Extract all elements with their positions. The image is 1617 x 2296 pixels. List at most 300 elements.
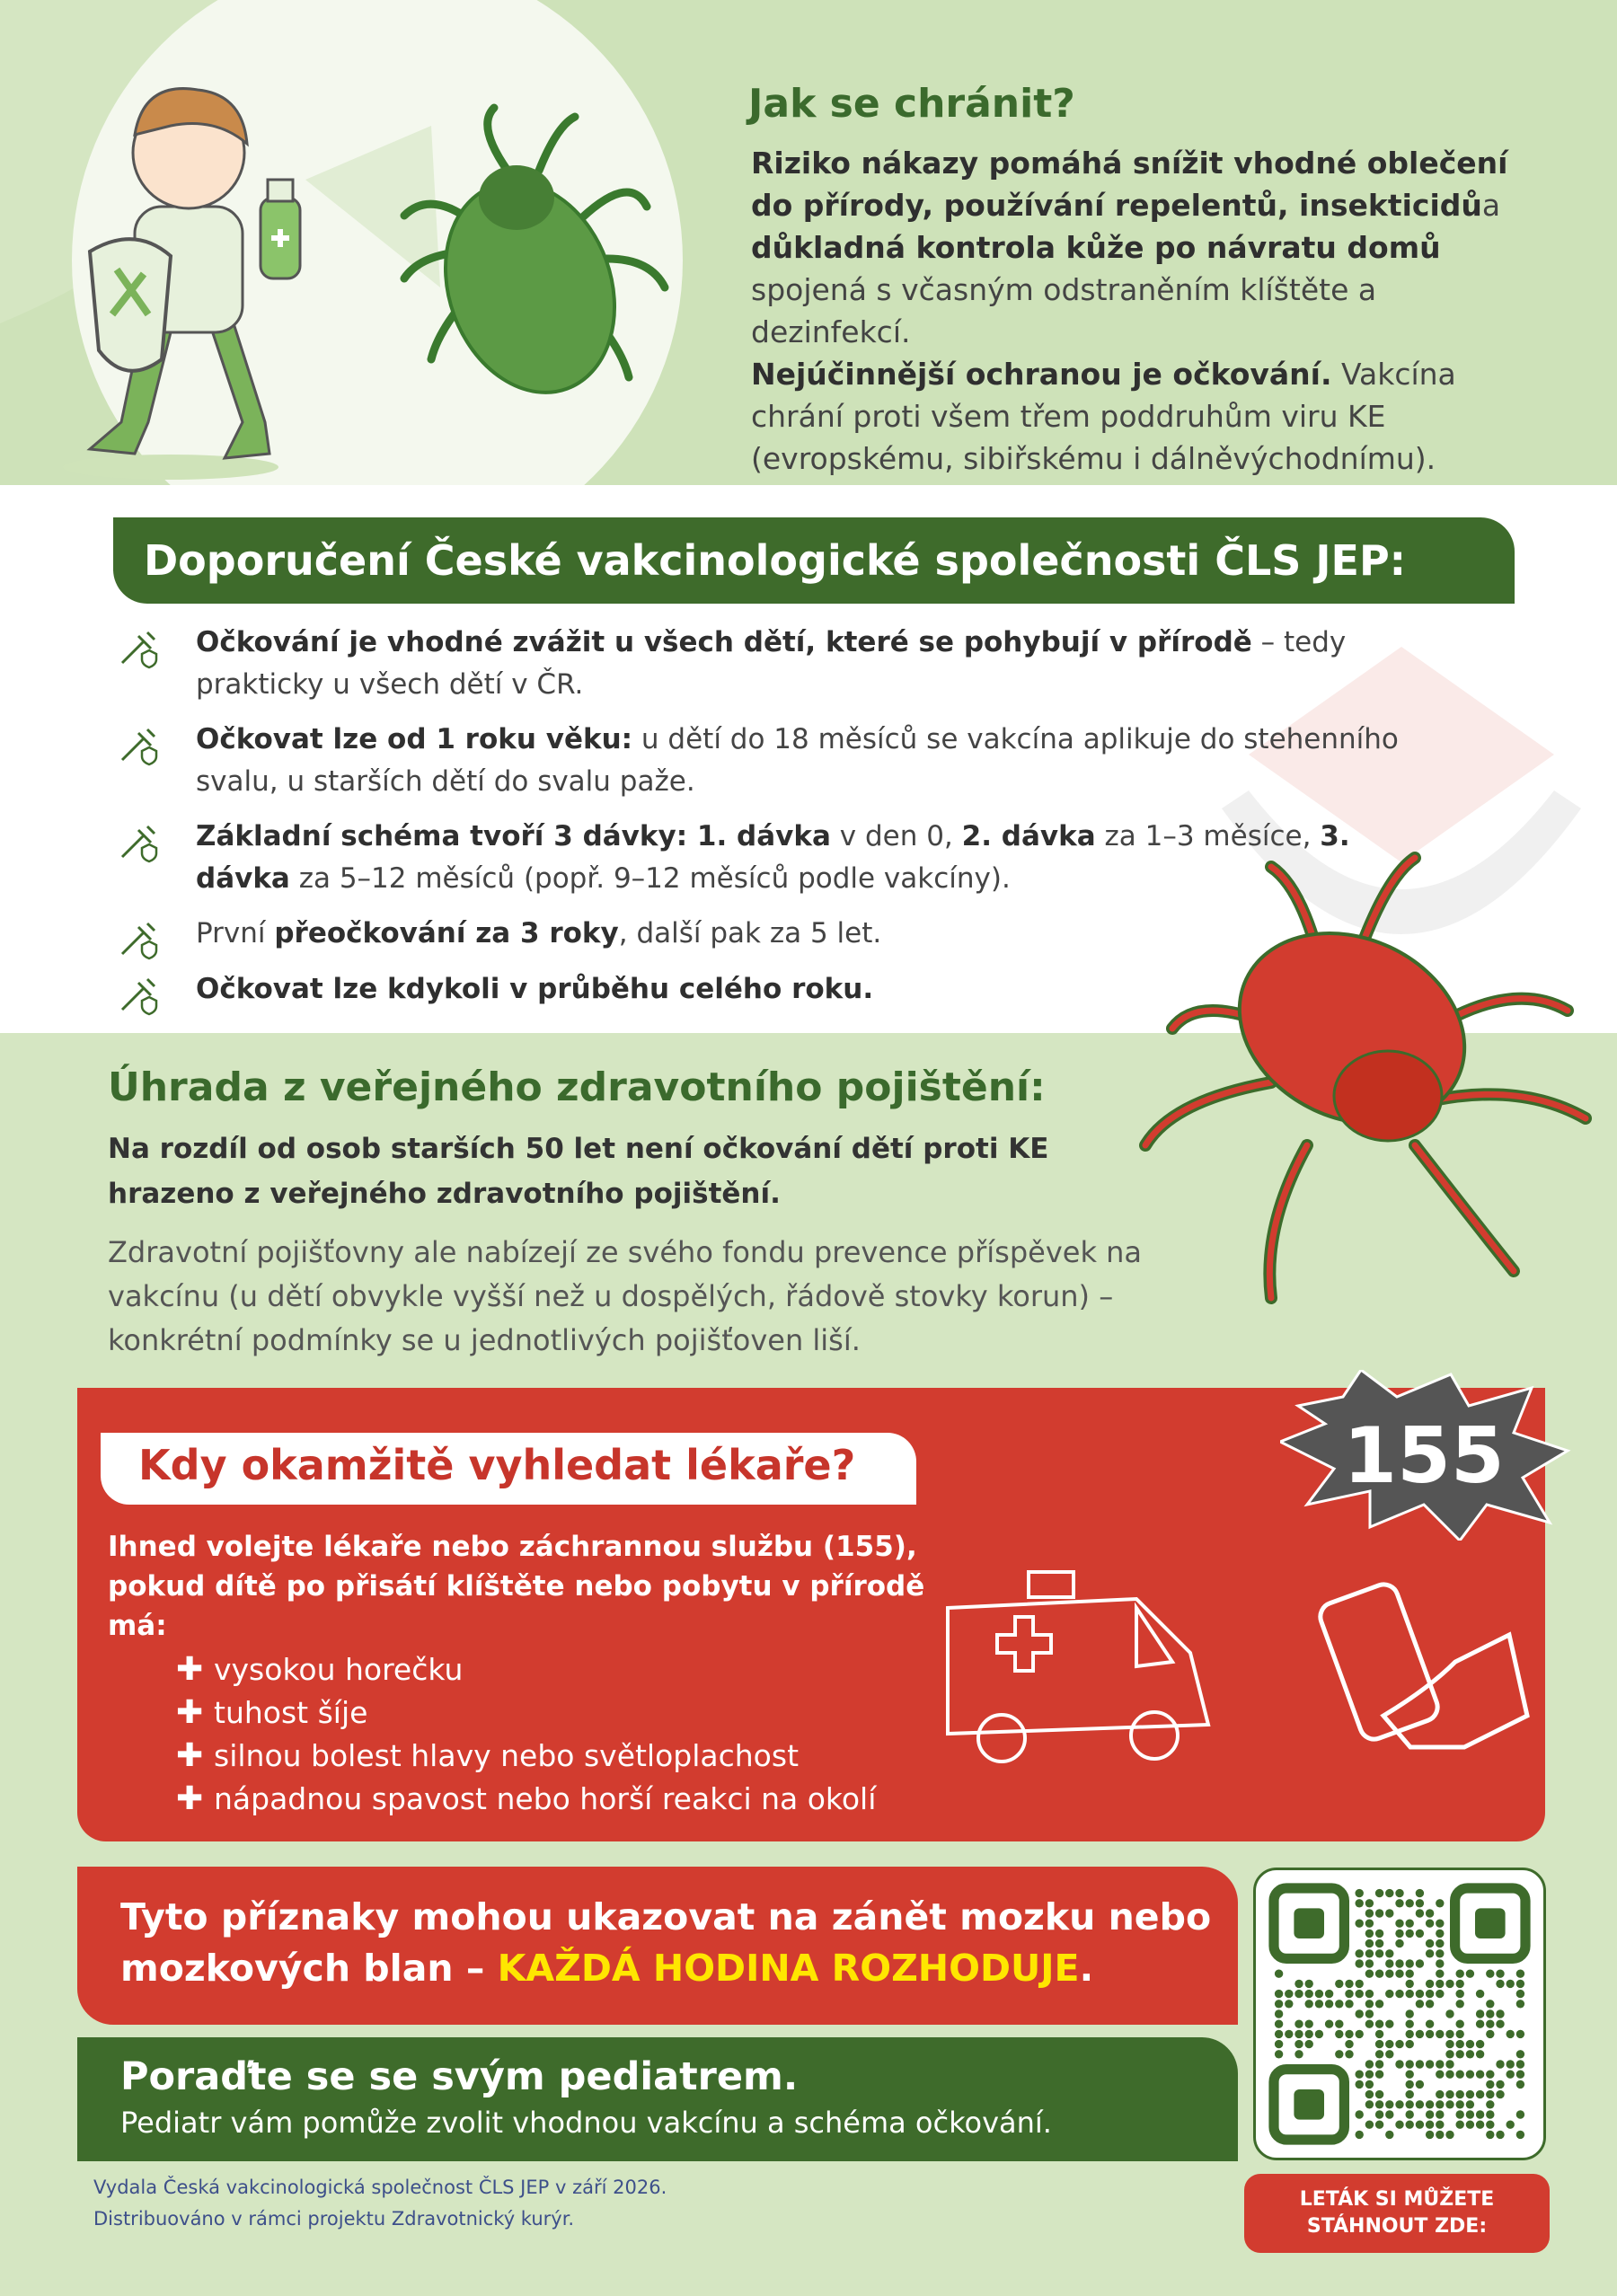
qr-module [1365,1939,1374,1947]
protect-bold-3: Nejúčinnější ochranou je očkování. [751,357,1332,392]
qr-module [1385,2100,1393,2108]
qr-module [1355,1899,1363,1907]
qr-module [1426,2110,1434,2118]
qr-module [1416,1959,1424,1967]
qr-module [1294,1980,1303,1988]
qr-module [1445,2030,1454,2038]
green-tick-icon [305,72,728,431]
qr-module [1486,2120,1494,2128]
qr-module [1365,1909,1374,1917]
qr-module [1455,2120,1463,2128]
qr-module [1275,2050,1283,2058]
qr-module [1416,1899,1424,1907]
qr-module [1304,1980,1312,1988]
qr-module [1486,2131,1494,2139]
qr-module [1375,1909,1383,1917]
qr-module [1355,2070,1363,2078]
qr-finder-center [1294,2089,1324,2120]
qr-module [1294,2050,1303,2058]
payment-bold-text: Na rozdíl od osob starších 50 let není očkování dětí proti KE hrazeno z veřejného zdravotního pojištění. [108,1133,1049,1210]
qr-module [1365,1899,1374,1907]
qr-module [1436,1959,1444,1967]
qr-module [1416,2000,1424,2008]
qr-module [1385,2019,1393,2027]
qr-module [1486,1969,1494,1977]
qr-module [1416,1909,1424,1917]
qr-module [1355,2131,1363,2139]
protect-rest-2: Vakcína chrání proti všem třem poddruhům viru KE (evropskému, sibiřskému i dálněvýchodnímu). [751,357,1456,476]
qr-module [1496,2019,1504,2027]
qr-module [1285,1990,1293,1998]
qr-module [1436,2110,1444,2118]
pediatrician-title: Poraďte se se svým pediatrem. [120,2054,799,2099]
qr-module [1445,2100,1454,2108]
qr-module [1426,1909,1434,1917]
qr-module [1345,2050,1353,2058]
qr-module [1395,1939,1403,1947]
qr-module [1375,2120,1383,2128]
qr-module [1486,2000,1494,2008]
qr-module [1335,2000,1343,2008]
qr-module [1375,2060,1383,2068]
qr-module [1476,2120,1484,2128]
qr-module [1516,2080,1524,2088]
qr-module [1455,1980,1463,1988]
qr-module [1466,2050,1474,2058]
qr-module [1365,1969,1374,1977]
qr-module [1275,2019,1283,2027]
qr-module [1355,2030,1363,2038]
qr-module [1455,2090,1463,2098]
qr-module [1445,1980,1454,1988]
qr-module [1426,2120,1434,2128]
payment-text: Zdravotní pojišťovny ale nabízejí ze svého fondu prevence příspěvek na vakcínu (u dětí obvykle vyšší než u dospělých, řádově stovky korun) – konkrétní podmínky se u jednotlivých pojišťoven liší. [108,1235,1143,1357]
qr-module [1445,2009,1454,2018]
qr-module [1496,1969,1504,1977]
qr-module [1365,1949,1374,1957]
qr-module [1496,2009,1504,2018]
symptom-item [176,1780,876,1817]
qr-module [1395,2040,1403,2048]
qr-module [1416,2080,1424,2088]
qr-module [1285,2030,1293,2038]
qr-module [1445,2131,1454,2139]
qr-module [1455,2040,1463,2048]
qr-module [1385,2131,1393,2139]
qr-module [1436,2030,1444,2038]
qr-module [1466,2100,1474,2108]
rec-bold: Očkovat lze od 1 roku věku: [196,723,633,755]
warning-text [120,1892,1216,1994]
symptom-item [176,1737,799,1774]
qr-module [1365,2100,1374,2108]
red-tick-icon [1118,849,1608,1316]
qr-module [1375,2030,1383,2038]
qr-module [1455,2110,1463,2118]
plus-icon: ✚ [176,1694,204,1731]
qr-module [1476,2050,1484,2058]
qr-module [1365,2070,1374,2078]
qr-module [1455,2000,1463,2008]
qr-module [1375,1949,1383,1957]
protect-bold-1: Riziko nákazy pomáhá snížit vhodné oblečení do přírody, používání repelentů, insekticidů [751,146,1508,223]
qr-download-badge [1244,2174,1550,2253]
emergency-burst-icon [1280,1370,1577,1541]
qr-module [1436,1980,1444,1988]
qr-module [1345,1980,1353,1988]
recommendations-title: Doporučení České vakcinologické společnosti ČLS JEP: [144,536,1407,585]
qr-module [1416,1990,1424,1998]
qr-module [1405,2090,1413,2098]
qr-module [1375,2070,1383,2078]
syringe-shield-icon [117,821,160,864]
qr-module [1516,2070,1524,2078]
qr-module [1395,2100,1403,2108]
plus-icon: ✚ [176,1737,204,1774]
qr-module [1375,2110,1383,2118]
qr-module [1445,2040,1454,2048]
qr-module [1445,2090,1454,2098]
qr-module [1405,2040,1413,2048]
rec-rest: – tedy prakticky u všech dětí v ČR. [196,626,1347,701]
qr-module [1516,1969,1524,1977]
qr-module [1476,2009,1484,2018]
qr-module [1486,2100,1494,2108]
ambulance-icon [921,1545,1298,1779]
qr-module [1294,2040,1303,2048]
qr-module [1375,1930,1383,1938]
qr-module [1405,1959,1413,1967]
qr-module [1365,2009,1374,2018]
rec-rest: , další pak za 5 let. [618,917,882,949]
qr-module [1436,1930,1444,1938]
qr-module [1476,2090,1484,2098]
qr-module [1426,2100,1434,2108]
symptom-text: tuhost šíje [214,1695,368,1730]
qr-module [1395,1889,1403,1897]
protect-bold-2: důkladná kontrola kůže po návratu domů [751,230,1441,265]
rec-bold: Očkování je vhodné zvážit u všech dětí, které se pohybují v přírodě [196,626,1252,658]
syringe-shield-icon [117,627,160,670]
qr-module [1426,2060,1434,2068]
qr-module [1436,2060,1444,2068]
qr-module [1385,1990,1393,1998]
syringe-shield-icon [117,974,160,1017]
warning-highlight: KAŽDÁ HODINA ROZHODUJE [497,1947,1080,1990]
phone-in-hand-icon [1303,1563,1536,1752]
qr-module [1335,2030,1343,2038]
protect-rest: spojená s včasným odstraněním klíštěte a dezinfekcí. [751,272,1377,349]
qr-module [1455,1969,1463,1977]
qr-module [1426,1949,1434,1957]
qr-module [1315,2000,1323,2008]
qr-module [1405,2070,1413,2078]
qr-module [1466,2040,1474,2048]
qr-module [1506,1980,1514,1988]
qr-module [1486,2030,1494,2038]
qr-module [1304,2019,1312,2027]
payment-title: Úhrada z veřejného zdravotního pojištění: [108,1064,1046,1110]
qr-module [1345,1990,1353,1998]
qr-module [1275,1990,1283,1998]
qr-module [1405,2080,1413,2088]
rec-bold: přeočkování za 3 roky [274,917,619,949]
qr-module [1516,2050,1524,2058]
symptom-text: nápadnou spavost nebo horší reakci na okolí [214,1781,877,1816]
qr-module [1275,2009,1283,2018]
qr-module [1516,1980,1524,1988]
qr-module [1405,2009,1413,2018]
symptom-text: silnou bolest hlavy nebo světloplachost [214,1738,800,1773]
qr-module [1355,1959,1363,1967]
qr-module [1455,1990,1463,1998]
qr-module [1445,2050,1454,2058]
rec-rest: za 5–12 měsíců (popř. 9–12 měsíců podle vakcíny). [289,862,1011,895]
qr-module [1325,1990,1333,1998]
qr-module [1405,2110,1413,2118]
protect-title: Jak se chránit? [748,81,1075,127]
qr-module [1436,2090,1444,2098]
recommendation-item [117,622,1464,706]
qr-module [1385,2110,1393,2118]
pediatrician-text: Pediatr vám pomůže zvolit vhodnou vakcínu a schéma očkování. [120,2106,1052,2140]
qr-code-box[interactable] [1253,1868,1546,2160]
qr-module [1385,2040,1393,2048]
qr-label-line: LETÁK SI MŮŽETE [1299,2188,1495,2211]
qr-module [1304,2000,1312,2008]
qr-module [1325,2019,1333,2027]
qr-module [1365,2090,1374,2098]
qr-module [1395,1969,1403,1977]
qr-module [1426,1990,1434,1998]
qr-module [1375,2090,1383,2098]
qr-module [1345,2040,1353,2048]
warning-main: Tyto příznaky mohou ukazovat na zánět mozku nebo mozkových blan – [120,1895,1212,1990]
warning-end: . [1079,1947,1094,1990]
qr-module [1506,2060,1514,2068]
qr-module [1405,1919,1413,1927]
qr-module [1466,2090,1474,2098]
qr-module [1294,2030,1303,2038]
qr-module [1395,1899,1403,1907]
qr-module [1436,2070,1444,2078]
plus-icon: ✚ [176,1780,204,1817]
footer [93,2172,667,2235]
qr-module [1506,2030,1514,2038]
qr-module [1275,2040,1283,2048]
qr-module [1365,1919,1374,1927]
qr-module [1395,2120,1403,2128]
qr-module [1466,2070,1474,2078]
protect-text [751,142,1515,480]
qr-module [1426,1919,1434,1927]
footer-line: Vydala Česká vakcinologická společnost ČLS JEP v září 2026. [93,2177,667,2198]
plus-icon: ✚ [176,1651,204,1688]
doctor-intro: Ihned volejte lékaře nebo záchrannou službu (155), pokud dítě po přisátí klíštěte nebo pobytu v přírodě má: [108,1531,925,1642]
rec-bold: 3. dávka [196,820,1350,895]
qr-module [1335,2050,1343,2058]
qr-module [1335,2019,1343,2027]
rec-bold: 2. dávka [961,820,1096,852]
qr-module [1426,1939,1434,1947]
qr-module [1436,1919,1444,1927]
qr-module [1355,2080,1363,2088]
qr-module [1365,2060,1374,2068]
qr-module [1436,1990,1444,1998]
qr-module [1426,2019,1434,2027]
qr-module [1385,2050,1393,2058]
qr-module [1405,1969,1413,1977]
qr-module [1365,1959,1374,1967]
qr-module [1375,2000,1383,2008]
qr-module [1275,1969,1283,1977]
rec-bold: Základní schéma tvoří 3 dávky: 1. dávka [196,820,831,852]
qr-module [1275,2030,1283,2038]
qr-module [1416,2100,1424,2108]
qr-module [1355,1990,1363,1998]
qr-module [1345,2030,1353,2038]
qr-module [1375,1889,1383,1897]
qr-module [1405,1990,1413,1998]
qr-module [1375,2040,1383,2048]
qr-module [1365,2019,1374,2027]
qr-module [1496,2090,1504,2098]
qr-module [1436,2131,1444,2139]
qr-module [1285,2000,1293,2008]
qr-module [1455,2100,1463,2108]
qr-module [1436,1969,1444,1977]
emergency-number: 155 [1343,1411,1505,1501]
qr-module [1325,2000,1333,2008]
qr-module [1476,2040,1484,2048]
qr-module [1395,2060,1403,2068]
qr-module [1294,1990,1303,1998]
qr-module [1516,2110,1524,2118]
qr-module [1436,1949,1444,1957]
qr-module [1315,1990,1323,1998]
qr-module [1516,2060,1524,2068]
qr-module [1416,2120,1424,2128]
qr-module [1416,1889,1424,1897]
qr-module [1355,1949,1363,1957]
qr-module [1365,2000,1374,2008]
rec-rest: za 1–3 měsíce, [1095,820,1321,852]
qr-module [1385,1959,1393,1967]
qr-module [1496,1980,1504,1988]
qr-module [1416,2030,1424,2038]
qr-module [1275,2000,1283,2008]
qr-module [1385,1889,1393,1897]
qr-module [1405,2100,1413,2108]
qr-module [1365,2120,1374,2128]
qr-module [1385,1949,1393,1957]
qr-module [1436,2120,1444,2128]
qr-module [1395,1930,1403,1938]
qr-module [1426,2131,1434,2139]
qr-module [1375,2050,1383,2058]
qr-module [1304,2040,1312,2048]
qr-module [1426,1980,1434,1988]
qr-code-icon[interactable] [1256,1870,1543,2158]
qr-module [1304,1990,1312,1998]
doctor-title: Kdy okamžitě vyhledat lékaře? [138,1441,856,1489]
rec-bold: Očkovat lze kdykoli v průběhu celého roku. [196,973,874,1005]
qr-module [1375,1969,1383,1977]
qr-module [1335,1980,1343,1988]
qr-module [1496,2080,1504,2088]
qr-module [1516,2000,1524,2008]
qr-module [1405,2120,1413,2128]
qr-module [1445,2070,1454,2078]
qr-module [1405,1980,1413,1988]
qr-module [1496,2131,1504,2139]
qr-module [1294,2019,1303,2027]
qr-module [1455,2070,1463,2078]
qr-module [1375,1939,1383,1947]
syringe-shield-icon [117,918,160,961]
qr-module [1405,1899,1413,1907]
qr-module [1476,2110,1484,2118]
qr-module [1516,2030,1524,2038]
qr-module [1455,2019,1463,2027]
recommendation-item [117,719,1464,803]
qr-module [1466,1969,1474,1977]
qr-module [1375,2019,1383,2027]
qr-module [1395,1959,1403,1967]
qr-module [1436,1899,1444,1907]
symptom-item [176,1694,367,1731]
qr-module [1395,1990,1403,1998]
qr-module [1436,1939,1444,1947]
qr-module [1486,2090,1494,2098]
qr-module [1476,2019,1484,2027]
qr-module [1486,2019,1494,2027]
qr-module [1385,1909,1393,1917]
qr-module [1395,1919,1403,1927]
qr-module [1516,1990,1524,1998]
symptom-text: vysokou horečku [214,1652,464,1687]
qr-module [1445,2060,1454,2068]
qr-finder-center [1475,1908,1506,1938]
qr-module [1455,2050,1463,2058]
qr-module [1426,2030,1434,2038]
qr-module [1476,2070,1484,2078]
qr-module [1405,2060,1413,2068]
qr-label-line: STÁHNOUT ZDE: [1306,2215,1488,2238]
qr-module [1486,2070,1494,2078]
qr-module [1405,2030,1413,2038]
qr-module [1385,1969,1393,1977]
qr-module [1375,2100,1383,2108]
qr-module [1506,2120,1514,2128]
qr-module [1355,2009,1363,2018]
qr-finder-center [1294,1908,1324,1938]
qr-module [1355,2110,1363,2118]
qr-module [1516,2131,1524,2139]
qr-module [1365,1990,1374,1998]
qr-module [1476,1990,1484,1998]
footer-line: Distribuováno v rámci projektu Zdravotnický kurýr. [93,2208,575,2230]
qr-module [1304,2030,1312,2038]
rec-rest: u dětí do 18 měsíců se vakcína aplikuje do stehenního svalu, u starších dětí do svalu paže. [196,723,1399,798]
qr-module [1355,1919,1363,1927]
qr-module [1506,2070,1514,2078]
qr-module [1496,2060,1504,2068]
syringe-shield-icon [117,724,160,767]
qr-module [1486,2009,1494,2018]
qr-module [1466,2110,1474,2118]
qr-module [1355,1889,1363,1897]
